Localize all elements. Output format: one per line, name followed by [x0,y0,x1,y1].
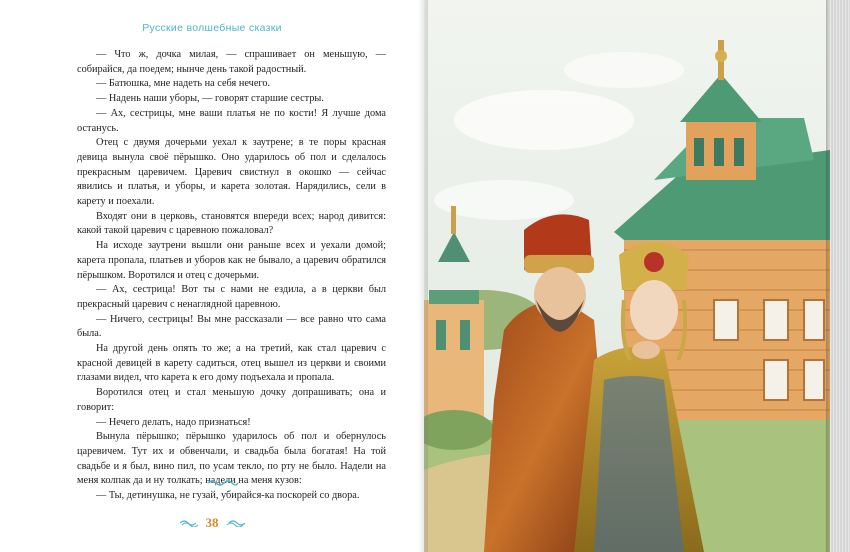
paragraph: — Ничего, сестрицы! Вы мне рассказали — все равно что сама была. [77,313,386,340]
book-gutter-shadow [418,0,428,552]
paragraph: Воротился отец и стал меньшую дочку допрашивать; она и говорит: [77,387,386,413]
flourish-left-icon [180,519,200,527]
paragraph: На другой день опять то же; а на третий, как стал царевич с красной девицей в карету садиться, отец вышел из церкви и своими глазами видел, что карета к его дому подъехала и пропала. [77,343,386,384]
paragraph: — Что ж, дочка милая, — спрашивает он меньшую, — собирайся, да поедем; нынче день такой радостный. [77,49,386,75]
paragraph: — Ах, сестрица! Вот ты с нами не ездила, а в церкви был прекрасный царевич с ненаглядной царевною. [77,284,386,310]
paragraph: — Надень наши уборы, — говорят старшие сестры. [96,93,324,105]
fairy-tale-illustration [424,0,830,552]
paragraph: — Ты, детинушка, не гузай, убирайся-ка поскорей со двора. [96,490,360,502]
paragraph: Вынула пёрышко; пёрышко ударилось об пол и обернулось царевичем. Тут их и обвенчали, и свадьба была богатая! На той свадьбе и я был, вино пил, по усам текло, по рту не было. Надели на меня колпак да и ну толкать; надели на меня кузов: [77,431,386,487]
paragraph: Отец с двумя дочерьми уехал к заутрене; в те поры красная девица вынула своё пёрышко. Оно ударилось об пол и сделалось прекрасным царевичем. Царевич свистнул в окошко — сейчас явились и платья, и уборы, и карета золотая. Нарядились, сели в карету и поехали. [77,137,386,208]
paragraph: — Батюшка, мне надеть на себя нечего. [96,78,271,90]
wave-ornament-icon [207,478,239,486]
page-number-row [0,514,424,534]
story-text [77,48,386,504]
flourish-right-icon [225,519,245,527]
page-number: 38 [205,515,219,531]
paragraph: — Нечего делать, надо признаться! [96,416,251,428]
running-header: Русские волшебные сказки [142,22,282,34]
paragraph: Входят они в церковь, становятся впереди всех; народ дивится: какой такой царевич с царевною пожаловал? [77,210,386,237]
page-edges [830,0,850,552]
paragraph: На исходе заутрени вышли они раньше всех и уехали домой; карета пропала, платьев и уборов как не бывало, а царевич обратился пёрышком. Воротился и отец с дочерьми. [77,240,386,281]
left-page [0,0,424,552]
paragraph: — Ах, сестрицы, мне ваши платья не по кости! Я лучше дома останусь. [77,107,386,134]
